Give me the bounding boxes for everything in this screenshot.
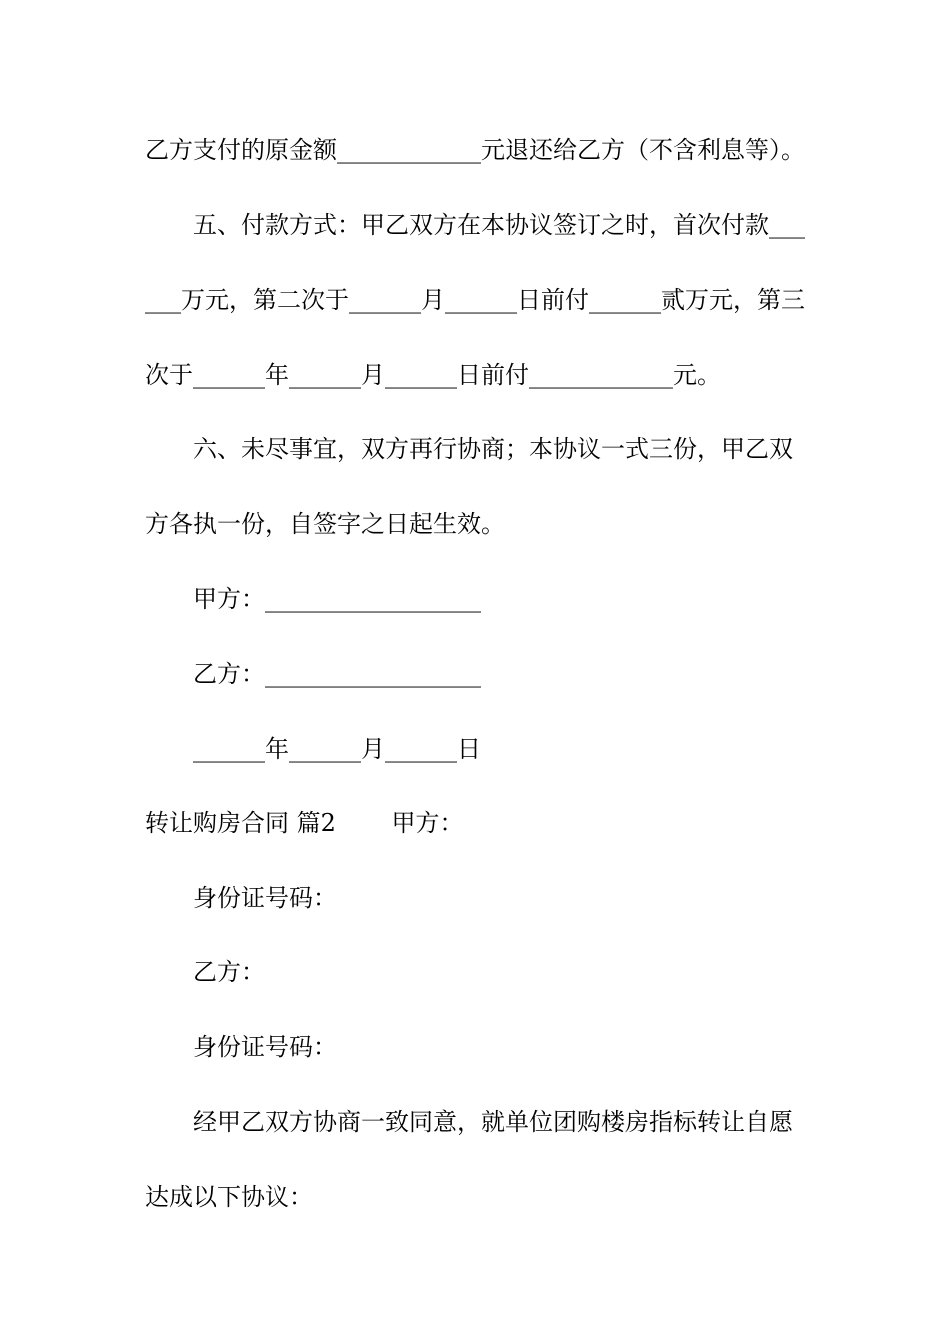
section-heading: 转让购房合同 篇2 甲方： <box>145 809 464 837</box>
party-a-signature: 甲方：__________________ <box>193 585 481 613</box>
payment-method-line-1: 五、付款方式：甲乙双方在本协议签订之时，首次付款___ <box>193 211 805 239</box>
misc-clause-line-1: 六、未尽事宜，双方再行协商；本协议一式三份，甲乙双 <box>193 435 793 463</box>
party-b-label: 乙方： <box>193 958 265 986</box>
refund-clause-line: 乙方支付的原金额____________元退还给乙方（不含利息等）。 <box>145 136 805 164</box>
misc-clause-line-2: 方各执一份，自签字之日起生效。 <box>145 510 505 538</box>
payment-method-line-2: ___万元，第二次于______月______日前付______贰万元，第三 <box>145 286 805 314</box>
payment-method-line-3: 次于______年______月______日前付____________元。 <box>145 361 721 389</box>
party-b-signature: 乙方：__________________ <box>193 660 481 688</box>
agreement-intro-line-2: 达成以下协议： <box>145 1183 313 1211</box>
party-b-id-label: 身份证号码： <box>193 1033 337 1061</box>
agreement-intro-line-1: 经甲乙双方协商一致同意，就单位团购楼房指标转让自愿 <box>193 1108 793 1136</box>
signature-date: ______年______月______日 <box>193 735 481 763</box>
party-a-id-label: 身份证号码： <box>193 884 337 912</box>
